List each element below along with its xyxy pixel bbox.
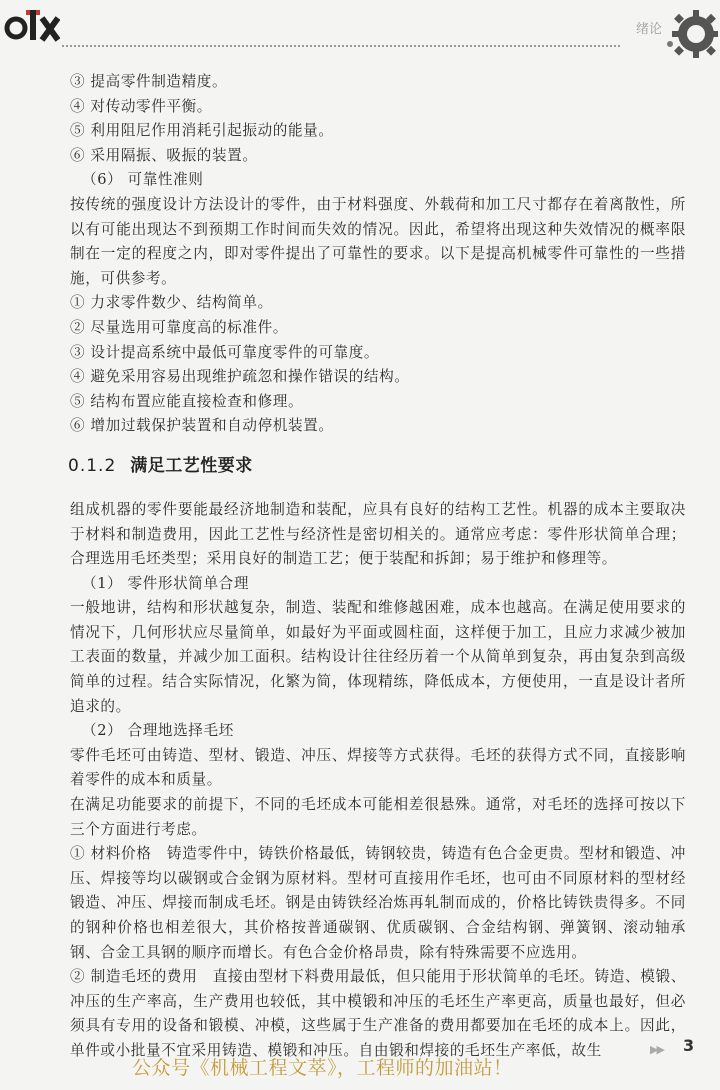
list-item: ④ 避免采用容易出现维护疏忽和操作错误的结构。 xyxy=(70,368,410,386)
paragraph-blank-2: 在满足功能要求的前提下，不同的毛坯成本可能相差很悬殊。通常，对毛坯的选择可按以下三个方面进行考虑。 xyxy=(70,796,686,838)
paragraph-intro: 组成机器的零件要能最经济地制造和装配，应具有良好的结构工艺性。机器的成本主要取决于材料和制造费用，因此工艺性与经济性是密切相关的。通常应考虑：零件形状简单合理；合理选用毛坯类型；采用良好的制造工艺；便于装配和拆卸；易于维护和修理等。 xyxy=(70,500,686,568)
paragraph-shape: 一般地讲，结构和形状越复杂，制造、装配和维修越困难，成本也越高。在满足使用要求的情况下，几何形状应尽量简单，如最好为平面或圆柱面，这样便于加工，且应力求减少被加工表面的数量，并减少加工面积。结构设计往往经历着一个从简单到复杂，再由复杂到高级简单的过程。结合实际情况，化繁为简，体现精练，降低成本，方便使用，一直是设计者所追求的。 xyxy=(70,599,686,715)
paragraph-blank-cost: ② 制造毛坯的费用 直接由型材下料费用最低，但只能用于形状简单的毛坯。铸造、模锻、冲压的生产率高，生产费用也较低，其中模锻和冲压的毛坯生产率更高，质量也最好，但必须具有专用的设备和锻模、冲模，这些属于生产准备的费用都要加在毛坯的成本上。因此，单件或小批量不宜采用铸造、模锻和冲压。自由锻和焊接的毛坯生产率低，故生 xyxy=(70,968,686,1059)
list-item: ③ 提高零件制造精度。 xyxy=(70,73,228,90)
page-number: 3 xyxy=(683,1036,695,1055)
page-body xyxy=(70,70,686,1064)
page-header xyxy=(0,0,720,60)
subsection-title: （1） 零件形状简单合理 xyxy=(82,574,250,592)
list-item: ② 尽量选用可靠度高的标准件。 xyxy=(70,318,288,336)
section-number: 0.1.2 xyxy=(68,455,117,476)
footer-banner: 公众号《机械工程文萃》，工程师的加油站！ xyxy=(132,1057,513,1079)
subsection-title: （2） 合理地选择毛坯 xyxy=(82,722,234,740)
list-item: ① 力求零件数少、结构简单。 xyxy=(70,294,273,312)
paragraph-material-price: ① 材料价格 铸造零件中，铸铁价格最低，铸钢较贵，铸造有色合金更贵。型材和锻造、冲压、焊接等均以碳钢或合金钢为原材料。型材可直接用作毛坯，也可由不同原材料的型材经锻造、冲压、焊接而制成毛坯。钢是由铸铁经冶炼再轧制而成的，价格比铸铁贵得多。不同的钢种价格也相差很大，其价格按普通碳钢、优质碳钢、合金结构钢、弹簧钢、滚动轴承钢、合金工具钢的顺序而增长。有色合金价格昂贵，除有特殊需要不应选用。 xyxy=(70,845,686,961)
section-heading xyxy=(68,451,686,476)
list-item: ⑥ 采用隔振、吸振的装置。 xyxy=(70,146,258,164)
header-dotted-rule xyxy=(62,45,620,47)
subsection-title: （6） 可靠性准则 xyxy=(82,171,204,189)
chapter-title: 绪论 xyxy=(636,22,663,37)
paragraph-blank-1: 零件毛坯可由铸造、型材、锻造、冲压、焊接等方式获得。毛坯的获得方式不同，直接影响着零件的成本和质量。 xyxy=(70,746,686,789)
list-item: ④ 对传动零件平衡。 xyxy=(70,97,212,115)
section-title: 满足工艺性要求 xyxy=(130,455,253,476)
list-item: ③ 设计提高系统中最低可靠度零件的可靠度。 xyxy=(70,343,380,361)
list-item: ⑥ 增加过载保护装置和自动停机装置。 xyxy=(70,417,334,435)
paragraph-reliability: 按传统的强度设计方法设计的零件，由于材料强度、外载荷和加工尺寸都存在着离散性，所以有可能出现达不到预期工作时间而失效的情况。因此，希望将出现这种失效情况的概率限制在一定的程度之内，即对零件提出了可靠性的要求。以下是提高机械零件可靠性的一些措施，可供参考。 xyxy=(70,195,686,287)
publisher-logo xyxy=(4,6,60,46)
list-item: ⑤ 结构布置应能直接检查和修理。 xyxy=(70,392,304,410)
page-arrows-icon: ▶▶ xyxy=(650,1043,663,1056)
gear-icon xyxy=(662,4,718,60)
list-item: ⑤ 利用阻尼作用消耗引起振动的能量。 xyxy=(70,122,334,140)
